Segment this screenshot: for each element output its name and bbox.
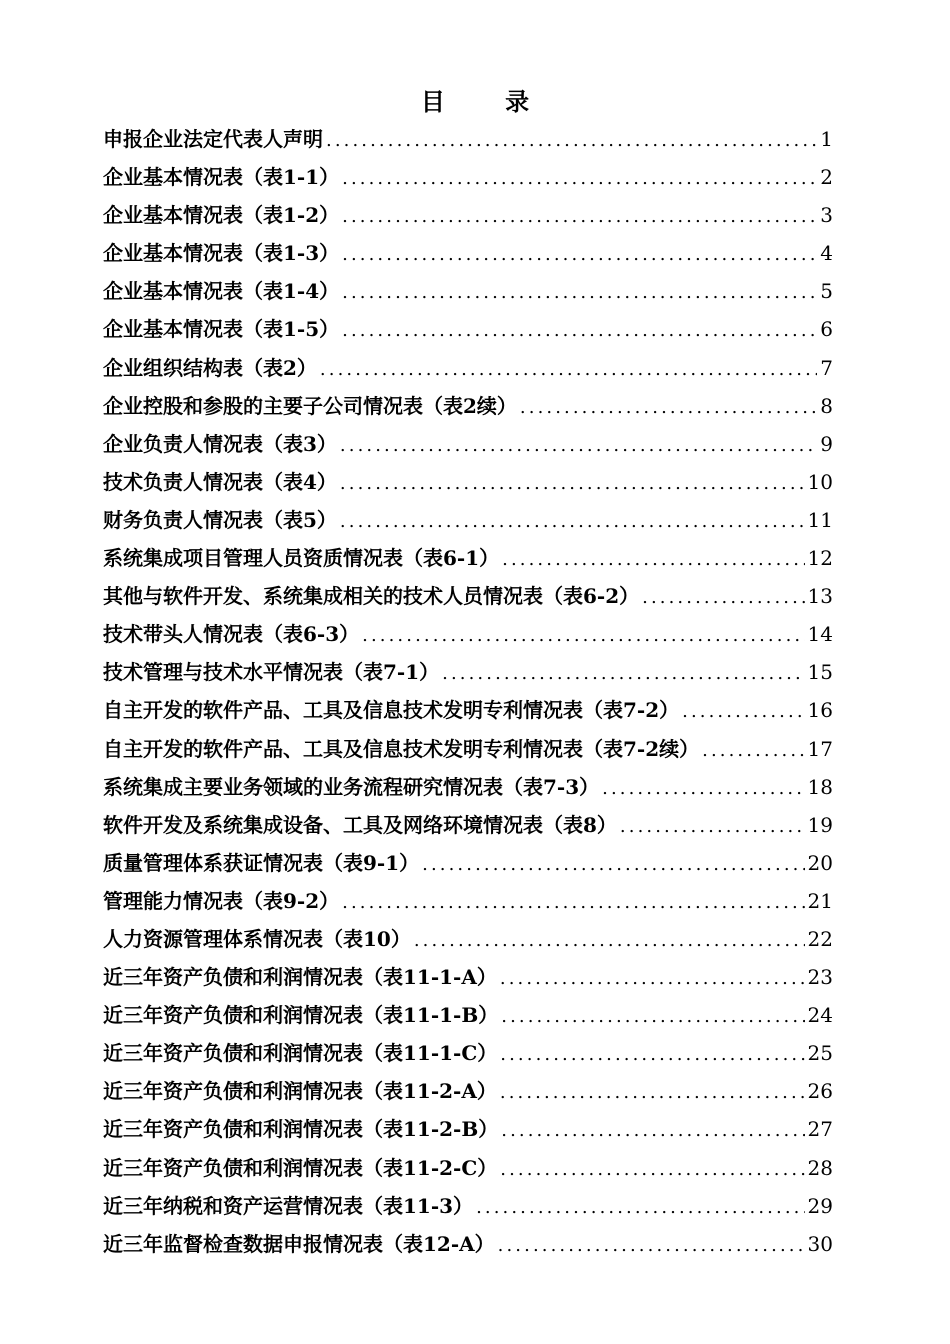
toc-entry-title: 技术负责人情况表（表4） bbox=[103, 469, 337, 494]
toc-page-number: 9 bbox=[820, 431, 833, 456]
toc-entry-title: 质量管理体系获证情况表（表9-1） bbox=[103, 850, 420, 875]
toc-entry[interactable] bbox=[103, 310, 833, 348]
toc-entry-title: 系统集成项目管理人员资质情况表（表6-1） bbox=[103, 546, 500, 571]
toc-entry-title: 财务负责人情况表（表5） bbox=[103, 507, 337, 532]
toc-page-number: 30 bbox=[807, 1231, 833, 1256]
toc-entry[interactable] bbox=[103, 349, 833, 387]
toc-entry-title: 技术带头人情况表（表6-3） bbox=[103, 622, 360, 647]
toc-entry[interactable] bbox=[103, 577, 833, 615]
toc-dot-leader bbox=[501, 1112, 804, 1148]
toc-dot-leader bbox=[500, 1074, 805, 1110]
toc-entry-title: 自主开发的软件产品、工具及信息技术发明专利情况表（表7-2） bbox=[103, 698, 680, 723]
toc-entry-title: 软件开发及系统集成设备、工具及网络环境情况表（表8） bbox=[103, 812, 617, 837]
toc-entry-title: 近三年资产负债和利润情况表（表11-2-C） bbox=[103, 1155, 498, 1180]
toc-page-number: 27 bbox=[807, 1117, 833, 1142]
toc-entry-title: 近三年监督检查数据申报情况表（表12-A） bbox=[103, 1231, 495, 1256]
toc-entry-title: 企业基本情况表（表1-1） bbox=[103, 165, 340, 190]
toc-page-number: 11 bbox=[807, 507, 833, 532]
toc-dot-leader bbox=[342, 236, 817, 272]
toc-entry-title: 近三年资产负债和利润情况表（表11-2-A） bbox=[103, 1079, 497, 1104]
toc-entry[interactable] bbox=[103, 234, 833, 272]
toc-entry[interactable] bbox=[103, 463, 833, 501]
toc-dot-leader bbox=[362, 617, 804, 653]
toc-entry-title: 自主开发的软件产品、工具及信息技术发明专利情况表（表7-2续） bbox=[103, 736, 700, 761]
toc-dot-leader bbox=[340, 427, 817, 463]
toc-entry[interactable] bbox=[103, 501, 833, 539]
toc-entry[interactable] bbox=[103, 653, 833, 691]
toc-page-number: 23 bbox=[807, 965, 833, 990]
toc-page-number: 24 bbox=[807, 1003, 833, 1028]
toc-dot-leader bbox=[642, 579, 804, 615]
toc-page-number: 17 bbox=[807, 736, 833, 761]
toc-dot-leader bbox=[320, 351, 817, 387]
toc-dot-leader bbox=[500, 960, 805, 996]
toc-page-number: 6 bbox=[820, 317, 833, 342]
toc-dot-leader bbox=[342, 160, 817, 196]
toc-page-number: 14 bbox=[807, 622, 833, 647]
toc-dot-leader bbox=[342, 884, 804, 920]
toc-entry[interactable] bbox=[103, 425, 833, 463]
toc-page-number: 28 bbox=[807, 1155, 833, 1180]
toc-entry[interactable] bbox=[103, 1072, 833, 1110]
toc-entry-title: 人力资源管理体系情况表（表10） bbox=[103, 926, 411, 951]
toc-entry[interactable] bbox=[103, 158, 833, 196]
toc-page-number: 16 bbox=[807, 698, 833, 723]
toc-entry-title: 企业负责人情况表（表3） bbox=[103, 431, 337, 456]
toc-entry[interactable] bbox=[103, 806, 833, 844]
toc-dot-leader bbox=[500, 1036, 804, 1072]
toc-page-number: 1 bbox=[820, 127, 833, 151]
toc-page-number: 18 bbox=[807, 774, 833, 799]
toc-page-number: 5 bbox=[820, 279, 833, 304]
toc-entry[interactable] bbox=[103, 196, 833, 234]
toc-entry[interactable] bbox=[103, 615, 833, 653]
toc-entry-title: 其他与软件开发、系统集成相关的技术人员情况表（表6-2） bbox=[103, 584, 640, 609]
toc-dot-leader bbox=[340, 465, 805, 501]
toc-entry-title: 企业组织结构表（表2） bbox=[103, 355, 317, 380]
toc-entry[interactable] bbox=[103, 1187, 833, 1225]
toc-dot-leader bbox=[422, 846, 804, 882]
toc-dot-leader bbox=[500, 1151, 804, 1187]
toc-entry[interactable] bbox=[103, 539, 833, 577]
toc-dot-leader bbox=[442, 655, 804, 691]
toc-dot-leader bbox=[520, 389, 817, 425]
toc-entry-title: 企业基本情况表（表1-3） bbox=[103, 241, 340, 266]
toc-page-number: 8 bbox=[820, 393, 833, 418]
toc-entry[interactable] bbox=[103, 958, 833, 996]
toc-entry[interactable] bbox=[103, 768, 833, 806]
toc-page-number: 3 bbox=[820, 203, 833, 228]
toc-page-number: 7 bbox=[820, 355, 833, 380]
toc-entry[interactable] bbox=[103, 691, 833, 729]
toc-dot-leader bbox=[498, 1227, 805, 1263]
toc-page-number: 4 bbox=[820, 241, 833, 266]
toc-entry[interactable] bbox=[103, 1110, 833, 1148]
toc-entry[interactable] bbox=[103, 120, 833, 158]
toc-entry-title: 技术管理与技术水平情况表（表7-1） bbox=[103, 660, 440, 685]
toc-page-number: 13 bbox=[807, 584, 833, 609]
toc-entry-title: 近三年纳税和资产运营情况表（表11-3） bbox=[103, 1193, 474, 1218]
toc-entry-title: 系统集成主要业务领域的业务流程研究情况表（表7-3） bbox=[103, 774, 600, 799]
toc-entry-title: 申报企业法定代表人声明 bbox=[103, 127, 323, 151]
toc-list bbox=[103, 120, 833, 1263]
toc-entry-title: 企业基本情况表（表1-2） bbox=[103, 203, 340, 228]
toc-entry-title: 管理能力情况表（表9-2） bbox=[103, 888, 340, 913]
toc-dot-leader bbox=[340, 503, 805, 539]
toc-entry[interactable] bbox=[103, 882, 833, 920]
toc-entry-title: 近三年资产负债和利润情况表（表11-1-B） bbox=[103, 1003, 499, 1028]
toc-entry[interactable] bbox=[103, 844, 833, 882]
toc-dot-leader bbox=[501, 998, 804, 1034]
toc-page-number: 20 bbox=[807, 850, 833, 875]
toc-dot-leader bbox=[620, 808, 805, 844]
toc-entry-title: 近三年资产负债和利润情况表（表11-2-B） bbox=[103, 1117, 499, 1142]
toc-entry-title: 企业控股和参股的主要子公司情况表（表2续） bbox=[103, 393, 517, 418]
toc-dot-leader bbox=[342, 312, 817, 348]
toc-entry-title: 企业基本情况表（表1-4） bbox=[103, 279, 340, 304]
toc-entry[interactable] bbox=[103, 1225, 833, 1263]
toc-page-number: 19 bbox=[807, 812, 833, 837]
toc-dot-leader bbox=[342, 198, 817, 234]
toc-entry[interactable] bbox=[103, 920, 833, 958]
page-title: 目 录 bbox=[420, 87, 556, 116]
toc-entry-title: 企业基本情况表（表1-5） bbox=[103, 317, 340, 342]
toc-page-number: 25 bbox=[807, 1041, 833, 1066]
toc-dot-leader bbox=[502, 541, 804, 577]
toc-entry[interactable] bbox=[103, 1149, 833, 1187]
toc-page-number: 21 bbox=[807, 888, 833, 913]
toc-entry[interactable] bbox=[103, 272, 833, 310]
toc-entry[interactable] bbox=[103, 1034, 833, 1072]
toc-dot-leader bbox=[476, 1189, 804, 1225]
toc-entry[interactable] bbox=[103, 387, 833, 425]
toc-entry[interactable] bbox=[103, 730, 833, 768]
toc-entry[interactable] bbox=[103, 996, 833, 1034]
toc-dot-leader bbox=[702, 732, 804, 768]
toc-page-number: 26 bbox=[807, 1079, 833, 1104]
toc-page-number: 29 bbox=[807, 1193, 833, 1218]
toc-page-number: 15 bbox=[807, 660, 833, 685]
toc-page-number: 10 bbox=[807, 469, 833, 494]
toc-page-number: 22 bbox=[807, 926, 833, 951]
toc-dot-leader bbox=[326, 122, 817, 158]
toc-dot-leader bbox=[342, 274, 817, 310]
toc-dot-leader bbox=[682, 693, 804, 729]
toc-dot-leader bbox=[602, 770, 804, 806]
toc-page-number: 2 bbox=[820, 165, 833, 190]
toc-dot-leader bbox=[414, 922, 805, 958]
toc-entry-title: 近三年资产负债和利润情况表（表11-1-C） bbox=[103, 1041, 498, 1066]
toc-entry-title: 近三年资产负债和利润情况表（表11-1-A） bbox=[103, 965, 497, 990]
toc-page-number: 12 bbox=[807, 546, 833, 571]
